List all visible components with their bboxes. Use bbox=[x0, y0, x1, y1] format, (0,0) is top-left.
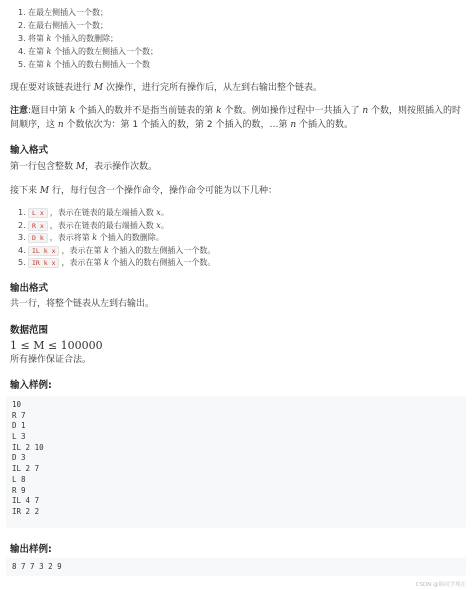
code-line: 10 bbox=[12, 400, 22, 409]
code-line: IR 2 2 bbox=[12, 506, 40, 516]
data-range-text: 所有操作保证合法。 bbox=[10, 355, 92, 365]
list-item: 5. IR k x ，表示在第 k 个插入的数右侧插入一个数。 bbox=[18, 258, 216, 267]
data-range-formula: 1 ≤ M ≤ 100000 bbox=[10, 339, 103, 352]
code-line: L 8 bbox=[12, 474, 26, 484]
command-list bbox=[18, 207, 215, 270]
list-item: 1. L x ，表示在链表的最左端插入数 x。 bbox=[18, 208, 169, 217]
code-line: D 3 bbox=[12, 453, 26, 463]
list-item: 3. 将第 k 个插入的数删除； bbox=[18, 34, 118, 43]
command-code: R x bbox=[28, 221, 48, 231]
list-item: 2. R x ，表示在链表的最右端插入数 x。 bbox=[18, 220, 169, 230]
operations-paragraph: 现在要对该链表进行 M 次操作，进行完所有操作后，从左到右输出整个链表。 bbox=[10, 83, 322, 93]
note-label: 注意 bbox=[10, 106, 29, 116]
code-line: IL 4 7 bbox=[12, 496, 40, 506]
code-line: R 9 bbox=[12, 485, 26, 495]
list-item: 3. D k ，表示将第 k 个插入的数删除。 bbox=[18, 233, 164, 242]
code-line: D 1 bbox=[12, 421, 26, 431]
list-item: 2. 在最右侧插入一个数； bbox=[18, 21, 108, 30]
watermark: CSDN @陈同学现在 bbox=[415, 582, 466, 588]
input-format-heading: 输入格式 bbox=[10, 145, 49, 156]
input-format-line1: 第一行包含整数 M，表示操作次数。 bbox=[10, 162, 158, 172]
sample-output-heading: 输出样例: bbox=[10, 544, 52, 555]
command-code: L x bbox=[28, 208, 48, 218]
code-line: IL 2 10 bbox=[12, 442, 44, 452]
list-item: 4. 在第 k 个插入的数左侧插入一个数； bbox=[18, 47, 158, 56]
code-line: 8 7 7 3 2 9 bbox=[12, 562, 62, 571]
code-line: R 7 bbox=[12, 410, 26, 420]
list-item: 4. IL k x ，表示在第 k 个插入的数左侧插入一个数。 bbox=[18, 245, 216, 255]
operation-type-list bbox=[18, 6, 158, 71]
sample-output-code bbox=[6, 558, 466, 576]
list-item: 5. 在第 k 个插入的数右侧插入一个数 bbox=[18, 60, 150, 69]
sample-input-code bbox=[6, 396, 466, 528]
input-format-line2: 接下来 M 行，每行包含一个操作命令，操作命令可能为以下几种： bbox=[10, 186, 277, 196]
data-range-heading: 数据范围 bbox=[10, 325, 49, 336]
sample-input-heading: 输入样例: bbox=[10, 380, 52, 391]
code-line: L 3 bbox=[12, 432, 26, 442]
command-code: IL k x bbox=[28, 246, 59, 256]
command-code: D k bbox=[28, 233, 48, 243]
output-format-text: 共一行，将整个链表从左到右输出。 bbox=[10, 299, 155, 309]
list-item: 1. 在最左侧插入一个数； bbox=[18, 8, 108, 17]
output-format-heading: 输出格式 bbox=[10, 283, 49, 294]
code-line: IL 2 7 bbox=[12, 464, 40, 474]
note-paragraph: 注意:题目中第 k 个插入的数并不是指当前链表的第 k 个数。例如操作过程中一共插入了 n 个数，则按照插入的时间顺序，这 n 个数依次为：第 1 个插入的数，第 2 个插入的数，…第 n 个插入的数。 bbox=[10, 106, 461, 130]
command-code: IR k x bbox=[28, 258, 59, 268]
